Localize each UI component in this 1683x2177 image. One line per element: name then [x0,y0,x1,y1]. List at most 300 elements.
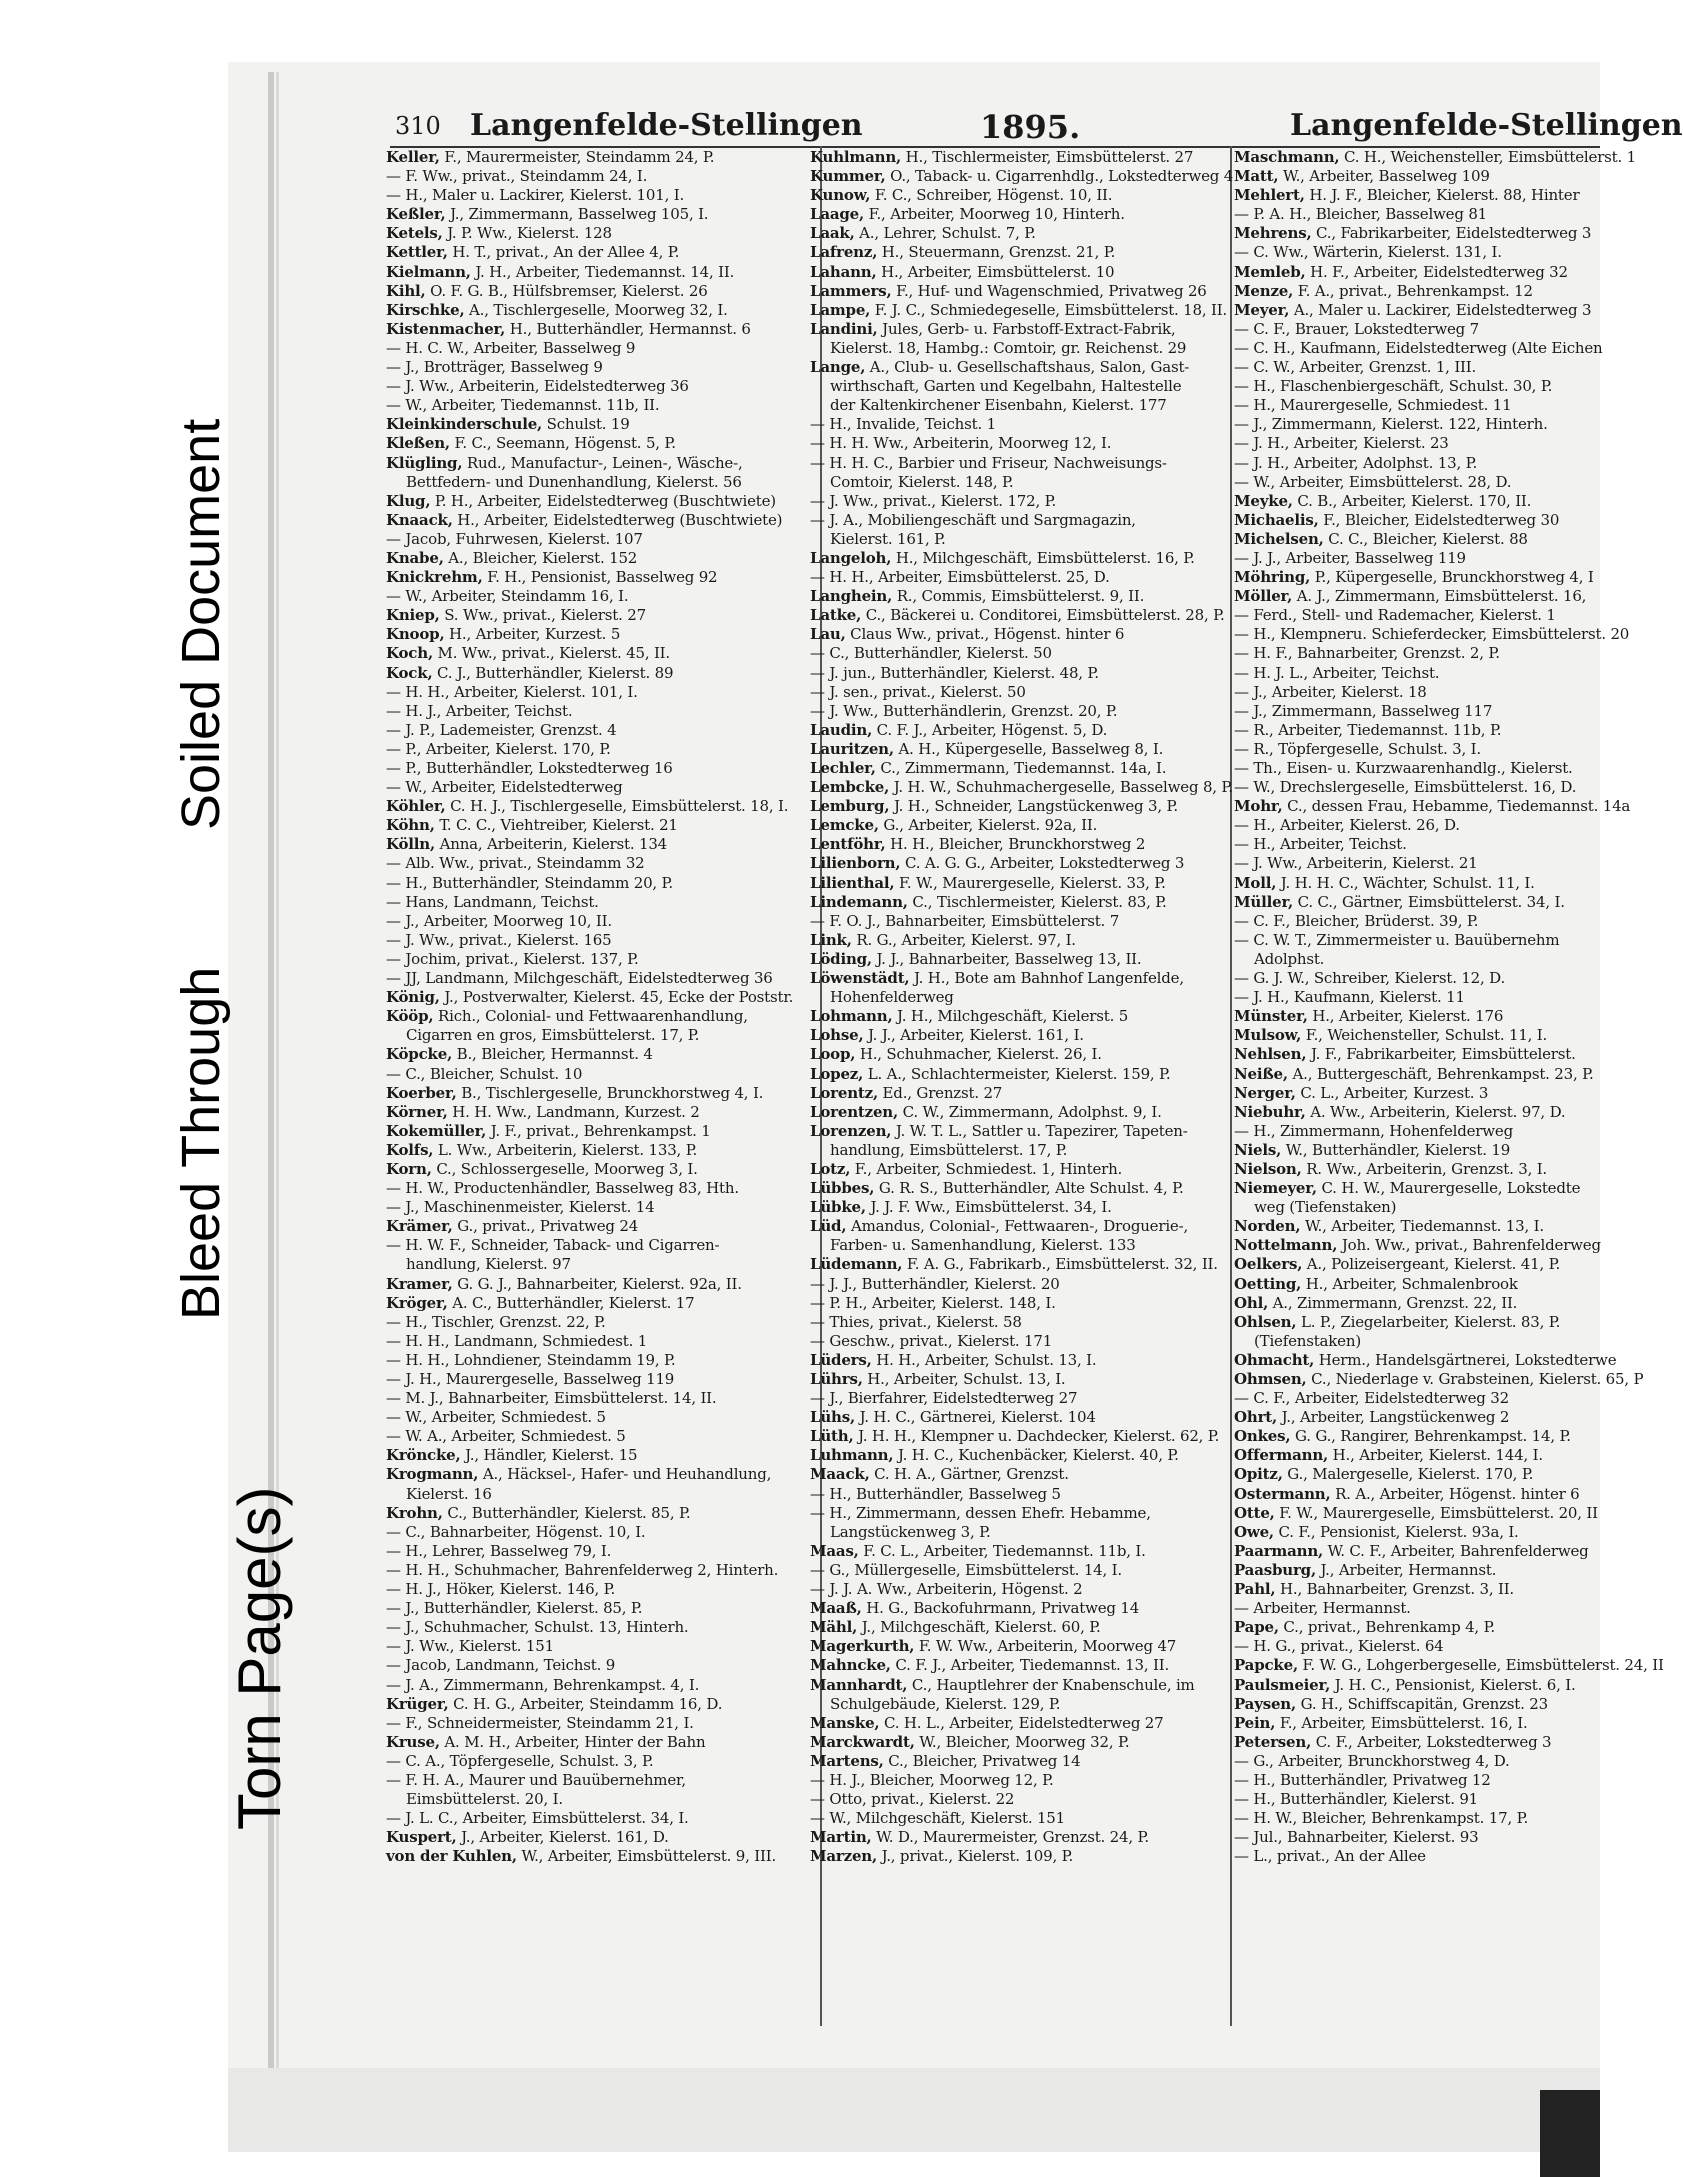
entry-details: Herm., Handelsgärtnerei, Lokstedterwe [1314,1350,1617,1369]
directory-entry [1234,1408,1600,1427]
entry-details: C., Zimmermann, Tiedemannst. 14a, I. [875,759,1167,777]
directory-entry [1234,186,1600,205]
entry-details: C., Hauptlehrer der Knabenschule, im [907,1675,1195,1694]
directory-entry [386,377,816,396]
entry-surname: Martin, [810,1828,872,1847]
directory-entry [1234,338,1603,358]
entry-details: — H. G., privat., Kielerst. 64 [1234,1637,1444,1656]
directory-entry [386,224,816,243]
entry-details: J. J., Arbeiter, Kielerst. 161, I. [863,1026,1084,1045]
entry-details: — G., Müllergeselle, Eimsbüttelerst. 14, I. [810,1560,1122,1579]
directory-entry [386,797,816,816]
directory-entry [810,1389,1228,1408]
directory-entry [810,339,1228,358]
entry-details: C. F., Arbeiter, Lokstedterweg 3 [1311,1732,1552,1751]
entry-details: Farben- u. Samenhandlung, Kielerst. 133 [830,1236,1136,1255]
entry-surname: Kuspert, [386,1828,457,1847]
entry-details: M. Ww., privat., Kielerst. 45, II. [432,644,670,663]
entry-details: F. W. Ww., Arbeiterin, Moorweg 47 [914,1637,1177,1656]
entry-surname: Krohn, [386,1503,443,1522]
entry-surname: Ohl, [1234,1293,1269,1312]
entry-surname: Kihl, [386,281,426,300]
entry-details: R. G., Arbeiter, Kielerst. 97, I. [851,930,1076,949]
entry-details: C., Fabrikarbeiter, Eidelstedterweg 3 [1311,224,1592,243]
directory-entry [386,816,816,835]
entry-details: C. F., Pensionist, Kielerst. 93a, I. [1273,1522,1519,1541]
entry-details: — J. L. C., Arbeiter, Eimsbüttelerst. 34, I. [386,1809,689,1828]
entry-surname: Nerger, [1234,1083,1296,1102]
entry-details: — C., Bahnarbeiter, Högenst. 10, I. [386,1522,646,1541]
directory-entry [1234,1370,1644,1389]
entry-details: — C. Ww., Wärterin, Kielerst. 131, I. [1234,243,1502,262]
entry-surname: Kröncke, [386,1446,461,1465]
directory-entry [810,1026,1228,1045]
entry-surname: Maack, [810,1465,870,1484]
directory-entry [1234,1504,1600,1523]
directory-entry [386,1618,816,1637]
entry-details: — JJ, Landmann, Milchgeschäft, Eidelstedterweg 36 [386,969,773,988]
entry-details: G. R. S., Butterhändler, Alte Schulst. 4, P. [874,1179,1184,1198]
entry-details: H., Arbeiter, Kurzest. 5 [444,625,621,644]
entry-surname: Meyer, [1234,300,1290,319]
directory-entry [1234,1103,1600,1122]
entry-details: C. F. J., Arbeiter, Tiedemannst. 13, II. [890,1656,1170,1675]
directory-entry [386,1580,816,1599]
entry-details: — Thies, privat., Kielerst. 58 [810,1312,1022,1331]
entry-surname: Onkes, [1234,1427,1291,1446]
entry-details: H., Bahnarbeiter, Grenzst. 3, II. [1275,1580,1514,1599]
entry-details: H., Steuermann, Grenzst. 21, P. [877,243,1116,262]
entry-details: F., Weichensteller, Schulst. 11, I. [1301,1026,1548,1045]
entry-details: C., dessen Frau, Hebamme, Tiedemannst. 14a [1282,797,1631,816]
entry-details: J., Arbeiter, Langstückenweg 2 [1277,1408,1510,1427]
entry-surname: Maas, [810,1541,859,1560]
entry-surname: Krämer, [386,1217,453,1236]
entry-details: F., Bleicher, Eidelstedterweg 30 [1318,510,1560,529]
entry-details: — H., Zimmermann, Hohenfelderweg [1234,1121,1513,1140]
entry-surname: Knickrehm, [386,568,483,587]
directory-entry [810,683,1228,702]
entry-surname: Keller, [386,148,440,166]
directory-entry [1234,644,1600,663]
entry-details: — H., Maurergeselle, Schmiedest. 11 [1234,396,1512,415]
directory-entry [810,568,1228,587]
entry-details: — W., Drechslergeselle, Eimsbüttelerst. 16, D. [1234,778,1577,797]
entry-surname: Owe, [1234,1522,1274,1541]
entry-details: A., Polizeisergeant, Kielerst. 41, P. [1302,1255,1561,1274]
directory-entry [1234,797,1631,816]
entry-details: A., Zimmermann, Grenzst. 22, II. [1268,1293,1518,1312]
directory-entry [810,1599,1228,1618]
directory-entry [1234,1771,1600,1790]
directory-entry [810,148,1228,167]
directory-entry [810,1427,1228,1446]
entry-details: — J., Bierfahrer, Eidelstedterweg 27 [810,1389,1078,1408]
directory-entry [810,1236,1228,1255]
entry-details: F. C., Seemann, Högenst. 5, P. [449,434,676,453]
entry-details: A. C., Butterhändler, Kielerst. 17 [447,1293,695,1312]
entry-details: — Geschw., privat., Kielerst. 171 [810,1331,1053,1350]
soiled-document-label: Soiled Document [171,418,231,830]
directory-entry [386,1103,816,1122]
entry-surname: Mähl, [810,1618,858,1637]
directory-entry [810,1370,1228,1389]
entry-details: — J., Brotträger, Basselweg 9 [386,358,603,377]
entry-details: G., Arbeiter, Kielerst. 92a, II. [878,816,1098,835]
entry-details: C., privat., Behrenkamp 4, P. [1278,1618,1495,1637]
directory-column-middle [810,148,1234,1866]
directory-entry [1234,1561,1600,1580]
entry-surname: Lampe, [810,300,871,319]
entry-details: W. C. F., Arbeiter, Bahrenfelderweg [1323,1541,1589,1560]
entry-details: J. J. F. Ww., Eimsbüttelerst. 34, I. [865,1198,1112,1217]
directory-entry [1234,759,1600,778]
directory-entry [1234,1637,1600,1656]
directory-entry [386,1504,816,1523]
entry-details: — Jacob, Landmann, Teichst. 9 [386,1656,616,1675]
directory-entry [810,1179,1228,1198]
directory-entry [386,1752,816,1771]
entry-details: — C., Bleicher, Schulst. 10 [386,1064,583,1083]
directory-entry [386,874,816,893]
entry-details: — W., Arbeiter, Eidelstedterweg [386,778,623,797]
entry-details: — J., Zimmermann, Basselweg 117 [1234,701,1493,720]
directory-entry [810,1007,1228,1026]
directory-entry [386,454,816,473]
bleed-through-label: Bleed Through [171,966,231,1320]
entry-surname: Köpcke, [386,1045,453,1064]
directory-entry [386,282,816,301]
directory-entry [1234,1790,1600,1809]
entry-surname: Nottelmann, [1234,1236,1338,1255]
entry-details: Bettfedern- und Dunenhandlung, Kielerst. 56 [406,472,742,491]
directory-entry [386,1676,816,1695]
entry-surname: Marzen, [810,1847,878,1866]
directory-entry [386,568,816,587]
directory-entry [810,1733,1228,1752]
directory-entry [810,358,1228,377]
entry-details: — J. Ww., Arbeiterin, Kielerst. 21 [1234,854,1478,873]
directory-entry [1234,835,1600,854]
directory-entry [386,1427,816,1446]
entry-details: der Kaltenkirchener Eisenbahn, Kielerst. 177 [830,396,1167,415]
directory-entry [1234,282,1600,301]
directory-entry [1234,1236,1600,1255]
entry-surname: Lange, [810,358,866,377]
entry-surname: Laage, [810,205,865,224]
directory-entry [386,587,816,606]
entry-details: — J. H., Arbeiter, Adolphst. 13, P. [1234,453,1478,472]
entry-surname: Lau, [810,625,846,644]
directory-entry [1234,1847,1600,1866]
entry-details: H., Butterhändler, Hermannst. 6 [505,319,751,338]
directory-entry [810,721,1228,740]
entry-details: — Jul., Bahnarbeiter, Kielerst. 93 [1234,1828,1479,1847]
page-bottom-margin [228,2068,1600,2152]
directory-entry [386,1141,816,1160]
directory-entry [386,1122,816,1141]
entry-details: C. C., Bleicher, Kielerst. 88 [1323,529,1528,548]
directory-entry [1234,683,1600,702]
entry-surname: Memleb, [1234,262,1306,281]
directory-entry [810,797,1228,816]
page-gutter-line [276,72,279,2142]
directory-entry [386,1332,816,1351]
entry-details: A., Maler u. Lackirer, Eidelstedterweg 3 [1289,300,1592,319]
entry-details: — C. H., Kaufmann, Eidelstedterweg (Alte Eichen [1234,338,1603,357]
entry-details: F. A. G., Fabrikarb., Eimsbüttelerst. 32, II. [902,1255,1218,1274]
entry-details: H., Arbeiter, Kielerst. 176 [1307,1007,1504,1026]
entry-details: — J. J., Arbeiter, Basselweg 119 [1234,548,1466,567]
entry-details: Eimsbüttelerst. 20, I. [406,1790,563,1809]
directory-entry [1234,1065,1600,1084]
entry-details: A., Bleicher, Kielerst. 152 [443,548,638,567]
directory-entry [810,1465,1228,1484]
entry-details: C., Bleicher, Privatweg 14 [883,1751,1081,1770]
directory-entry [386,1160,816,1179]
entry-details: Cigarren en gros, Eimsbüttelerst. 17, P. [406,1026,700,1045]
entry-details: W., Arbeiter, Basselweg 109 [1278,167,1490,186]
entry-surname: Lüd, [810,1217,847,1236]
entry-details: F. J. C., Schmiedegeselle, Eimsbüttelerst. 18, II. [870,300,1227,319]
entry-surname: Lühs, [810,1408,856,1427]
entry-surname: Mannhardt, [810,1675,908,1694]
entry-details: L. P., Ziegelarbeiter, Kielerst. 83, P. [1296,1312,1561,1331]
entry-surname: Lotz, [810,1159,851,1178]
entry-details: L. Ww., Arbeiterin, Kielerst. 133, P. [433,1140,698,1159]
directory-entry [386,1599,816,1618]
directory-entry [810,988,1228,1007]
directory-entry [810,816,1228,835]
directory-entry [386,1828,816,1847]
entry-details: A., Häcksel-, Hafer- und Heuhandlung, [478,1465,772,1484]
entry-surname: Lilienborn, [810,854,901,873]
directory-entry [1234,969,1600,988]
directory-entry [810,1294,1228,1313]
entry-details: A. H., Küpergeselle, Basselweg 8, I. [893,739,1164,758]
directory-entry [386,301,816,320]
directory-entry [386,664,816,683]
directory-entry [386,358,816,377]
entry-details: Jules, Gerb- u. Farbstoff-Extract-Fabrik, [877,319,1176,338]
entry-details: — J. sen., privat., Kielerst. 50 [810,682,1026,701]
directory-entry [810,1141,1228,1160]
entry-details: (Tiefenstaken) [1254,1331,1361,1350]
directory-entry [386,339,816,358]
entry-details: — L., privat., An der Allee [1234,1847,1426,1866]
entry-surname: Lammers, [810,281,892,300]
entry-details: G. H., Schiffscapitän, Grenzst. 23 [1296,1694,1548,1713]
directory-entry [810,664,1228,683]
entry-details: — C. F., Bleicher, Brüderst. 39, P. [1234,911,1479,930]
entry-surname: Martens, [810,1751,884,1770]
directory-entry [810,186,1228,205]
entry-details: J. F., Fabrikarbeiter, Eimsbüttelerst. [1306,1045,1576,1064]
entry-details: H. H. Ww., Landmann, Kurzest. 2 [447,1102,700,1121]
entry-details: — H., Maler u. Lackirer, Kielerst. 101, I. [386,186,685,205]
directory-entry [386,492,816,511]
directory-entry [386,1847,816,1866]
directory-entry [386,1408,816,1427]
directory-entry [810,950,1228,969]
entry-details: A. M. H., Arbeiter, Hinter der Bahn [439,1732,706,1751]
directory-entry [1234,1523,1600,1542]
entry-surname: Maschmann, [1234,148,1340,166]
entry-surname: Laudin, [810,720,873,739]
directory-entry [810,454,1228,473]
directory-entry [386,1695,816,1714]
entry-details: F., Huf- und Wagenschmied, Privatweg 26 [891,281,1207,300]
directory-entry [1234,988,1600,1007]
entry-details: C. L., Arbeiter, Kurzest. 3 [1295,1083,1489,1102]
entry-details: W., Bleicher, Moorweg 32, P. [914,1732,1130,1751]
entry-details: — H., Butterhändler, Kielerst. 91 [1234,1790,1479,1809]
directory-entry [1234,1828,1600,1847]
entry-details: C. H. G., Arbeiter, Steindamm 16, D. [448,1694,723,1713]
directory-entry [386,1313,816,1332]
directory-entry [1234,167,1600,186]
directory-entry [1234,664,1600,683]
entry-details: J. H. H. C., Wächter, Schulst. 11, I. [1276,873,1535,892]
entry-details: C. B., Arbeiter, Kielerst. 170, II. [1292,491,1532,510]
entry-details: H., Tischlermeister, Eimsbüttelerst. 27 [901,148,1194,166]
directory-entry [386,931,816,950]
directory-entry [810,1485,1228,1504]
directory-entry [810,702,1228,721]
directory-entry [386,1179,816,1198]
entry-surname: Niemeyer, [1234,1179,1317,1198]
entry-details: — P. H., Arbeiter, Kielerst. 148, I. [810,1293,1056,1312]
directory-entry [810,1752,1228,1771]
directory-entry [386,606,816,625]
entry-surname: Kock, [386,663,433,682]
entry-details: C., Niederlage v. Grabsteinen, Kielerst. 65, P [1306,1370,1644,1388]
directory-entry [810,1313,1228,1332]
directory-entry [1234,263,1600,282]
entry-details: — M. J., Bahnarbeiter, Eimsbüttelerst. 14, II. [386,1389,717,1408]
entry-details: — J., Schuhmacher, Schulst. 13, Hinterh. [386,1618,689,1637]
entry-details: R., Commis, Eimsbüttelerst. 9, II. [892,587,1145,606]
entry-details: J. H., Schneider, Langstückenweg 3, P. [889,797,1178,816]
entry-surname: Lindemann, [810,892,908,911]
directory-entry [810,1561,1228,1580]
entry-details: H., Schuhmacher, Kielerst. 26, I. [855,1045,1102,1064]
entry-details: — Th., Eisen- u. Kurzwaarenhandlg., Kielerst. [1234,759,1573,777]
entry-surname: Latke, [810,606,862,625]
directory-entry [386,740,816,759]
directory-entry [386,1771,816,1790]
entry-details: — H. H., Arbeiter, Kielerst. 101, I. [386,682,638,701]
entry-details: H., Arbeiter, Eimsbüttelerst. 10 [876,262,1115,281]
directory-entry [1234,893,1600,912]
entry-details: A., Club- u. Gesellschaftshaus, Salon, Gast- [865,358,1190,377]
entry-details: — H. H., Arbeiter, Eimsbüttelerst. 25, D. [810,568,1110,587]
directory-entry [810,969,1228,988]
entry-details: H. H., Bleicher, Brunckhorstweg 2 [885,835,1146,854]
entry-surname: Mehrens, [1234,224,1312,243]
entry-details: C., Tischlermeister, Kielerst. 83, P. [907,892,1167,911]
entry-details: — H. H., Lohndiener, Steindamm 19, P. [386,1350,676,1369]
directory-entry [810,1122,1228,1141]
entry-surname: Norden, [1234,1217,1301,1236]
entry-details: F., Arbeiter, Schmiedest. 1, Hinterh. [850,1159,1123,1178]
directory-entry [386,893,816,912]
directory-entry [810,854,1228,873]
entry-details: — F. Ww., privat., Steindamm 24, I. [386,167,648,186]
directory-entry [1234,1752,1600,1771]
directory-entry [386,434,816,453]
directory-entry [810,377,1228,396]
entry-details: — J. Ww., privat., Kielerst. 172, P. [810,491,1057,510]
directory-entry [386,1714,816,1733]
entry-surname: Köhler, [386,797,446,816]
directory-entry [810,1580,1228,1599]
entry-details: — Otto, privat., Kielerst. 22 [810,1790,1015,1809]
entry-details: J. H., Arbeiter, Tiedemannst. 14, II. [470,262,735,281]
entry-details: F., Arbeiter, Eimsbüttelerst. 16, I. [1275,1713,1528,1732]
entry-surname: Niels, [1234,1140,1282,1159]
directory-entry [810,644,1228,663]
entry-details: — C. F., Arbeiter, Eidelstedterweg 32 [1234,1389,1509,1408]
directory-entry [386,243,816,262]
directory-entry [1234,1695,1600,1714]
directory-column-left [386,148,816,1866]
directory-entry [386,263,816,282]
directory-entry [386,530,816,549]
entry-details: — Jacob, Fuhrwesen, Kielerst. 107 [386,529,643,548]
entry-details: — R., Töpfergeselle, Schulst. 3, I. [1234,739,1481,758]
entry-details: — J. J. A. Ww., Arbeiterin, Högenst. 2 [810,1580,1083,1599]
entry-details: — G. J. W., Schreiber, Kielerst. 12, D. [1234,969,1506,988]
directory-entry [810,1255,1228,1274]
entry-details: F. C., Schreiber, Högenst. 10, II. [870,186,1113,205]
entry-surname: Lübbes, [810,1179,875,1198]
entry-surname: Marckwardt, [810,1732,915,1751]
entry-surname: Körner, [386,1102,448,1121]
entry-surname: Kunow, [810,186,871,205]
directory-entry [810,1217,1228,1236]
directory-entry [386,912,816,931]
entry-surname: Lauritzen, [810,739,894,758]
entry-surname: Niebuhr, [1234,1102,1306,1121]
entry-details: A., Lehrer, Schulst. 7, P. [854,224,1036,243]
entry-surname: Kniep, [386,606,440,625]
directory-entry [1234,1485,1600,1504]
directory-entry [810,912,1228,931]
entry-details: Schulst. 19 [542,415,630,434]
directory-entry [1234,1179,1600,1198]
directory-entry [1234,396,1600,415]
entry-details: J. H. C., Pensionist, Kielerst. 6, I. [1330,1675,1576,1694]
directory-entry [810,320,1228,339]
directory-entry [1234,1656,1664,1675]
directory-entry [386,1198,816,1217]
entry-surname: Lüders, [810,1350,872,1369]
directory-entry [386,835,816,854]
entry-details: J., Arbeiter, Hermannst. [1315,1560,1497,1579]
entry-details: — H. F., Bahnarbeiter, Grenzst. 2, P. [1234,644,1500,663]
entry-surname: Lührs, [810,1370,863,1388]
entry-details: Anna, Arbeiterin, Kielerst. 134 [435,835,668,854]
directory-entry [810,1504,1228,1523]
entry-surname: Lahann, [810,262,877,281]
directory-entry [810,1103,1228,1122]
entry-details: G., privat., Privatweg 24 [452,1217,639,1236]
entry-surname: Kokemüller, [386,1121,487,1140]
directory-entry [386,1370,816,1389]
running-head-left: Langenfelde-Stellingen [470,108,863,143]
directory-entry [810,396,1228,415]
